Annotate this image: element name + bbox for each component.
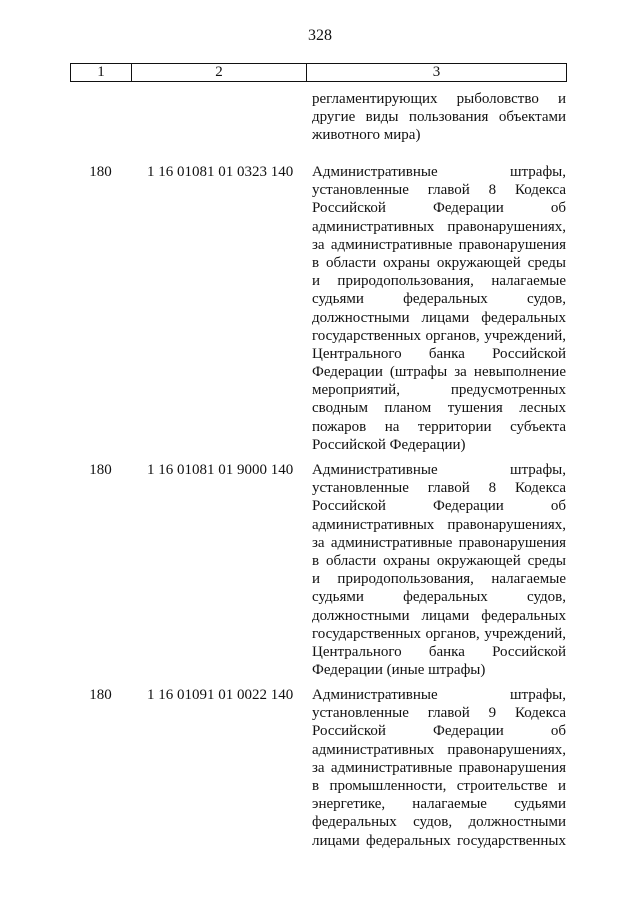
description-line: регламентирующих рыболовство и: [312, 91, 566, 107]
description-line: энергетике, налагаемые судьями: [312, 796, 566, 813]
income-description: [312, 686, 566, 850]
description-line: Федерации (иные штрафы): [312, 662, 486, 679]
description-line: государственных органов, учреждений,: [312, 625, 566, 642]
header-column-2: 2: [132, 64, 307, 81]
page-number: 328: [308, 27, 332, 44]
description-line: Федерации (штрафы за невыполнение: [312, 364, 566, 381]
description-line: административных правонарушениях,: [312, 516, 566, 533]
description-line: мероприятий, предусмотренных: [312, 382, 566, 399]
budget-classification-code: 1 16 01091 01 0022 140: [147, 687, 294, 703]
description-line: в промышленности, строительстве и: [312, 777, 566, 794]
description-line: другие виды пользования объектами: [312, 109, 566, 126]
description-line: пожаров на территории субъекта: [312, 418, 566, 435]
description-line: должностными лицами федеральных: [312, 309, 566, 326]
description-line: за административные правонарушения: [312, 236, 566, 253]
description-line: в области охраны окружающей среды: [312, 254, 566, 271]
header-column-3: 3: [432, 64, 441, 80]
description-line: Административные штрафы,: [312, 462, 566, 478]
description-line: установленные главой 8 Кодекса: [312, 480, 566, 497]
table-header-row: [70, 63, 567, 82]
description-line: Российской Федерации об: [312, 498, 566, 515]
description-line: за административные правонарушения: [312, 759, 566, 776]
description-line: административных правонарушениях,: [312, 218, 566, 235]
description-line: и природопользования, налагаемые: [312, 273, 566, 290]
header-column-1: 1: [71, 64, 132, 81]
description-line: за административные правонарушения: [312, 534, 566, 551]
description-line: Российской Федерации): [312, 436, 466, 453]
budget-classification-code: 1 16 01081 01 9000 140: [147, 462, 294, 478]
description-line: сводным планом тушения лесных: [312, 400, 566, 417]
income-description: [312, 461, 566, 679]
description-line: Центрального банка Российской: [312, 345, 566, 362]
description-line: Административные штрафы,: [312, 164, 566, 180]
administrator-code: 180: [89, 462, 112, 478]
description-line: установленные главой 9 Кодекса: [312, 705, 566, 722]
income-description: [312, 163, 566, 454]
description-line: Российской Федерации об: [312, 200, 566, 217]
description-line: Центрального банка Российской: [312, 643, 566, 660]
description-line: лицами федеральных государственных: [312, 832, 566, 849]
description-line: должностными лицами федеральных: [312, 607, 566, 624]
budget-classification-code: 1 16 01081 01 0323 140: [147, 164, 294, 180]
continuation-description: [312, 90, 566, 145]
description-line: и природопользования, налагаемые: [312, 571, 566, 588]
description-line: государственных органов, учреждений,: [312, 327, 566, 344]
description-line: установленные главой 8 Кодекса: [312, 182, 566, 199]
description-line: административных правонарушениях,: [312, 741, 566, 758]
description-line: федеральных судов, должностными: [312, 814, 566, 831]
description-line: судьями федеральных судов,: [312, 291, 566, 308]
description-line: животного мира): [312, 127, 421, 144]
description-line: Административные штрафы,: [312, 687, 566, 703]
description-line: в области охраны окружающей среды: [312, 552, 566, 569]
description-line: судьями федеральных судов,: [312, 589, 566, 606]
administrator-code: 180: [89, 164, 112, 180]
administrator-code: 180: [89, 687, 112, 703]
description-line: Российской Федерации об: [312, 723, 566, 740]
